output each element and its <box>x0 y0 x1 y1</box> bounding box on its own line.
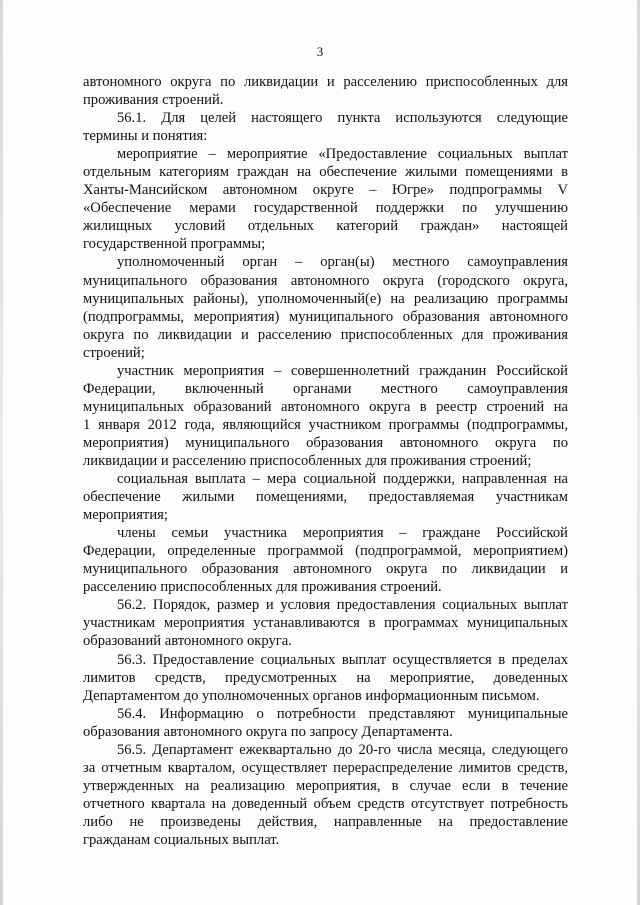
text-line: автономного округа по ликвидации и расселению приспособленных для <box>83 74 568 90</box>
text-line: Департаментом до уполномоченных органов информационным письмом. <box>83 687 540 704</box>
text-line: участник мероприятия – совершеннолетний гражданин Российской <box>117 362 568 379</box>
text-line: мероприятия) муниципального образования автономного округа по <box>83 434 568 451</box>
text-line: муниципального образования автономного округа по ликвидации и <box>83 561 568 578</box>
scan-edge-left <box>0 0 3 905</box>
text-line: расселению приспособленных для проживания строений. <box>83 579 442 596</box>
text-line: образования автономного округа по запросу Департамента. <box>83 723 453 740</box>
text-line: гражданам социальных выплат. <box>83 831 280 848</box>
text-line: 56.2. Порядок, размер и условия предоставления социальных выплат <box>117 597 568 614</box>
text-line: термины и понятия: <box>83 128 208 145</box>
text-line: отдельным категориям граждан на обеспечение жилыми помещениями в <box>83 164 568 181</box>
text-line: (подпрограммы, мероприятия) муниципального образования автономного <box>83 308 568 325</box>
text-line: 56.5. Департамент ежеквартально до 20-го числа месяца, следующего <box>117 741 568 758</box>
text-line: мероприятия; <box>83 507 168 524</box>
text-line: 56.4. Информацию о потребности представляют муниципальные <box>117 705 568 722</box>
text-line: округа по ликвидации и расселению приспособленных для проживания <box>83 326 568 343</box>
text-line: муниципальных образований автономного округа в реестр строений на <box>83 398 568 415</box>
text-line: 1 января 2012 года, являющийся участником программы (подпрограммы, <box>83 416 568 433</box>
text-line: 56.3. Предоставление социальных выплат осуществляется в пределах <box>117 651 568 668</box>
text-line: Федерации, включенный органами местного самоуправления <box>83 380 568 397</box>
text-line: муниципальных районы), уполномоченный(е) на реализацию программы <box>83 290 568 307</box>
text-line: 56.1. Для целей настоящего пункта используются следующие <box>117 110 568 127</box>
text-line: участникам мероприятия устанавливаются в программах муниципальных <box>83 615 568 632</box>
text-line: проживания строений. <box>83 92 224 109</box>
text-line: отчетного квартала на доведенный объем средств отсутствует потребность <box>83 795 568 812</box>
text-line: за отчетным кварталом, осуществляет перераспределение лимитов средств, <box>83 759 568 776</box>
text-line: Ханты-Мансийском автономном округе – Югре» подпрограммы V <box>83 182 568 199</box>
text-line: образований автономного округа. <box>83 633 292 650</box>
body-text <box>83 73 568 849</box>
text-line: обеспечение жилыми помещениями, предоставляемая участникам <box>83 489 568 506</box>
text-line: ликвидации и расселению приспособленных для проживания строений; <box>83 452 532 469</box>
page-number: 3 <box>316 44 324 59</box>
text-line: уполномоченный орган – орган(ы) местного самоуправления <box>117 254 568 271</box>
text-line: лимитов средств, предусмотренных на мероприятие, доведенных <box>83 669 568 686</box>
text-line: либо не произведены действия, направленные на предоставление <box>83 813 568 830</box>
text-line: мероприятие – мероприятие «Предоставление социальных выплат <box>117 146 568 163</box>
text-line: утвержденных на реализацию мероприятия, в случае если в течение <box>83 777 568 794</box>
text-line: жилищных условий отдельных категорий граждан» настоящей <box>83 218 568 235</box>
text-line: «Обеспечение мерами государственной поддержки по улучшению <box>83 200 568 217</box>
text-line: строений; <box>83 344 145 361</box>
text-line: государственной программы; <box>83 236 266 253</box>
text-line: члены семьи участника мероприятия – граждане Российской <box>117 525 568 542</box>
text-line: социальная выплата – мера социальной поддержки, направленная на <box>117 471 568 488</box>
text-line: муниципального образования автономного округа (городского округа, <box>83 272 568 289</box>
text-line: Федерации, определенные программой (подпрограммой, мероприятием) <box>83 543 568 560</box>
